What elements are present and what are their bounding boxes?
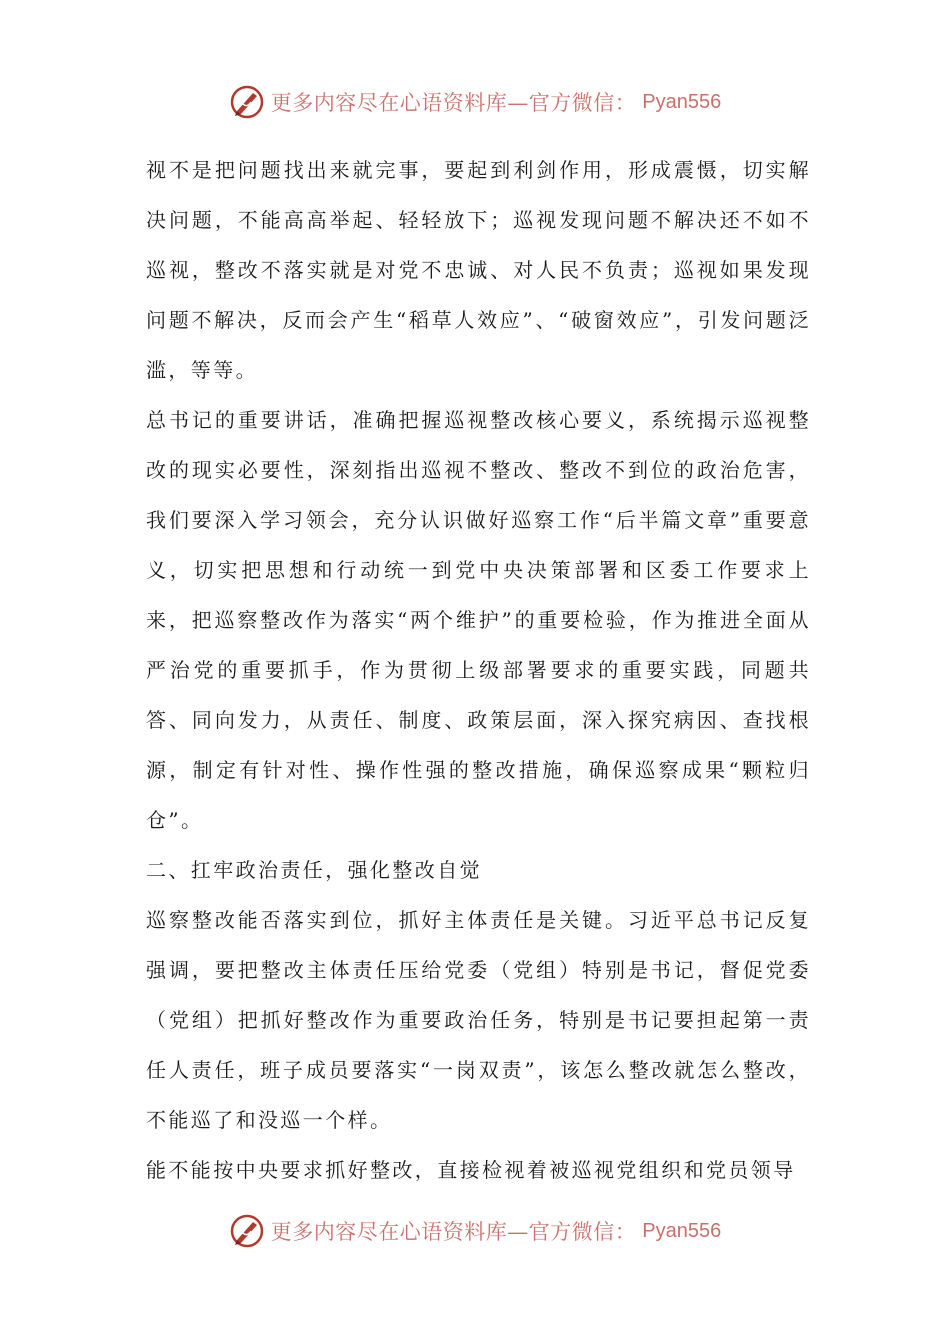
banner-text: 更多内容尽在心语资料库—官方微信：: [270, 91, 637, 115]
banner-text: 更多内容尽在心语资料库—官方微信：: [270, 1220, 637, 1244]
header-banner: [0, 82, 950, 122]
paragraph-3: 巡察整改能否落实到位，抓好主体责任是关键。习近平总书记反复强调，要把整改主体责任压给党委（党组）特别是书记，督促党委（党组）把抓好整改作为重要政治任务，特别是书记要担起第一责任人责任，班子成员要落实“一岗双责”，该怎么整改就怎么整改，不能巡了和没巡一个样。: [146, 908, 811, 1132]
paragraph-2: 总书记的重要讲话，准确把握巡视整改核心要义，系统揭示巡视整改的现实必要性，深刻指出巡视不整改、整改不到位的政治危害，我们要深入学习领会，充分认识做好巡察工作“后半篇文章”重要意义，切实把思想和行动统一到党中央决策部署和区委工作要求上来，把巡察整改作为落实“两个维护”的重要检验，作为推进全面从严治党的重要抓手，作为贯彻上级部署要求的重要实践，同题共答、同向发力，从责任、制度、政策层面，深入探究病因、查找根源，制定有针对性、操作性强的整改措施，确保巡察成果“颗粒归仓”。: [146, 408, 811, 832]
wechat-id: Pyan556: [642, 90, 722, 113]
paragraph-4: 能不能按中央要求抓好整改，直接检视着被巡视党组织和党员领导: [146, 1158, 796, 1182]
pen-logo-icon: [229, 1213, 265, 1249]
document-body: [146, 145, 811, 1195]
pen-logo-icon: [229, 84, 265, 120]
footer-banner: [0, 1211, 950, 1251]
section-heading: 二、扛牢政治责任，强化整改自觉: [146, 858, 482, 882]
wechat-id: Pyan556: [642, 1219, 722, 1242]
paragraph-1: 视不是把问题找出来就完事，要起到利剑作用，形成震慑，切实解决问题，不能高高举起、轻轻放下；巡视发现问题不解决还不如不巡视，整改不落实就是对党不忠诚、对人民不负责；巡视如果发现问题不解决，反而会产生“稻草人效应”、“破窗效应”，引发问题泛滥，等等。: [146, 158, 811, 382]
